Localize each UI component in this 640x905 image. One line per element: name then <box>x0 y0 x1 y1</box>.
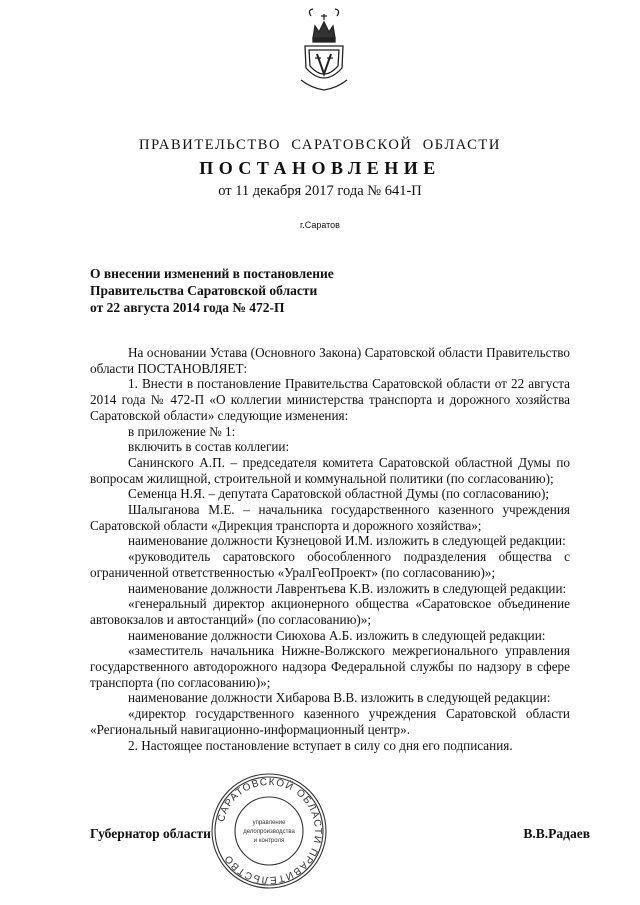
body-paragraph: Семенца Н.Я. – депутата Саратовской областной Думы (по согласованию); <box>128 486 550 502</box>
body-paragraph: «директор государственного казенного учреждения Саратовской области «Региональный навигационно-информационный центр». <box>90 706 570 737</box>
body-paragraph: Шалыганова М.Е. – начальника государственного казенного учреждения Саратовской области «Дирекция транспорта и дорожного хозяйства»; <box>90 502 570 533</box>
body-paragraph: 2. Настоящее постановление вступает в силу со дня его подписания. <box>128 737 513 753</box>
body-paragraph: наименование должности Кузнецовой И.М. изложить в следующей редакции: <box>128 533 566 549</box>
signatory-name: В.В.Радаев <box>523 826 590 841</box>
document-city: г.Саратов <box>300 220 340 230</box>
body-paragraph: 1. Внести в постановление Правительства Саратовской области от 22 августа 2014 года № 472-П «О коллегии министерства транспорта и дорожного хозяйства Саратовской области» следующие изменения: <box>90 376 570 423</box>
official-seal-stamp <box>208 770 330 892</box>
signatory-position: Губернатор области <box>90 826 211 841</box>
body-paragraph: наименование должности Сиюхова А.Б. изложить в следующей редакции: <box>128 627 546 643</box>
body-paragraph: «руководитель саратовского обособленного подразделения общества с ограниченной ответственностью «УралГеоПроект» (по согласованию)»; <box>90 549 570 580</box>
body-paragraph: в приложение № 1: <box>128 423 236 439</box>
government-name: ПРАВИТЕЛЬСТВО САРАТОВСКОЙ ОБЛАСТИ <box>139 137 501 153</box>
body-paragraph: включить в состав коллегии: <box>128 439 290 455</box>
document-type: ПОСТАНОВЛЕНИЕ <box>199 158 441 178</box>
body-paragraph: На основании Устава (Основного Закона) Саратовской области Правительство области ПОСТАНОВЛЯЕТ: <box>90 345 570 376</box>
document-date-number: от 11 декабря 2017 года № 641-П <box>218 183 422 199</box>
subject-line: О внесении изменений в постановление <box>90 266 334 281</box>
seal-inner-line: и контроля <box>253 838 285 844</box>
seal-outer-text: САРАТОВСКОЙ ОБЛАСТИ ПРАВИТЕЛЬСТВО <box>215 776 324 886</box>
document-subject <box>90 265 490 316</box>
body-paragraph: Санинского А.П. – председателя комитета Саратовской областной Думы по вопросам жилищной, строительной и коммунальной политики (по согласованию); <box>90 454 570 486</box>
body-paragraph: «генеральный директор акционерного общества «Саратовское объединение автовокзалов и автостанций» (по согласованию)»; <box>90 596 570 627</box>
coat-of-arms-icon <box>293 8 355 92</box>
seal-inner-line: управление <box>252 820 286 826</box>
body-paragraph: «заместитель начальника Нижне-Волжского межрегионального управления государственного автодорожного надзора Федеральной службы по надзору в сфере транспорта (по согласованию)»; <box>90 643 570 690</box>
body-paragraph: наименование должности Лаврентьева К.В. изложить в следующей редакции: <box>128 580 567 596</box>
document-body <box>90 345 570 753</box>
body-paragraph: наименование должности Хибарова В.В. изложить в следующей редакции: <box>128 690 551 706</box>
seal-inner-line: делопроизводства <box>243 829 295 835</box>
subject-line: от 22 августа 2014 года № 472-П <box>90 300 285 315</box>
subject-line: Правительства Саратовской области <box>90 283 318 298</box>
